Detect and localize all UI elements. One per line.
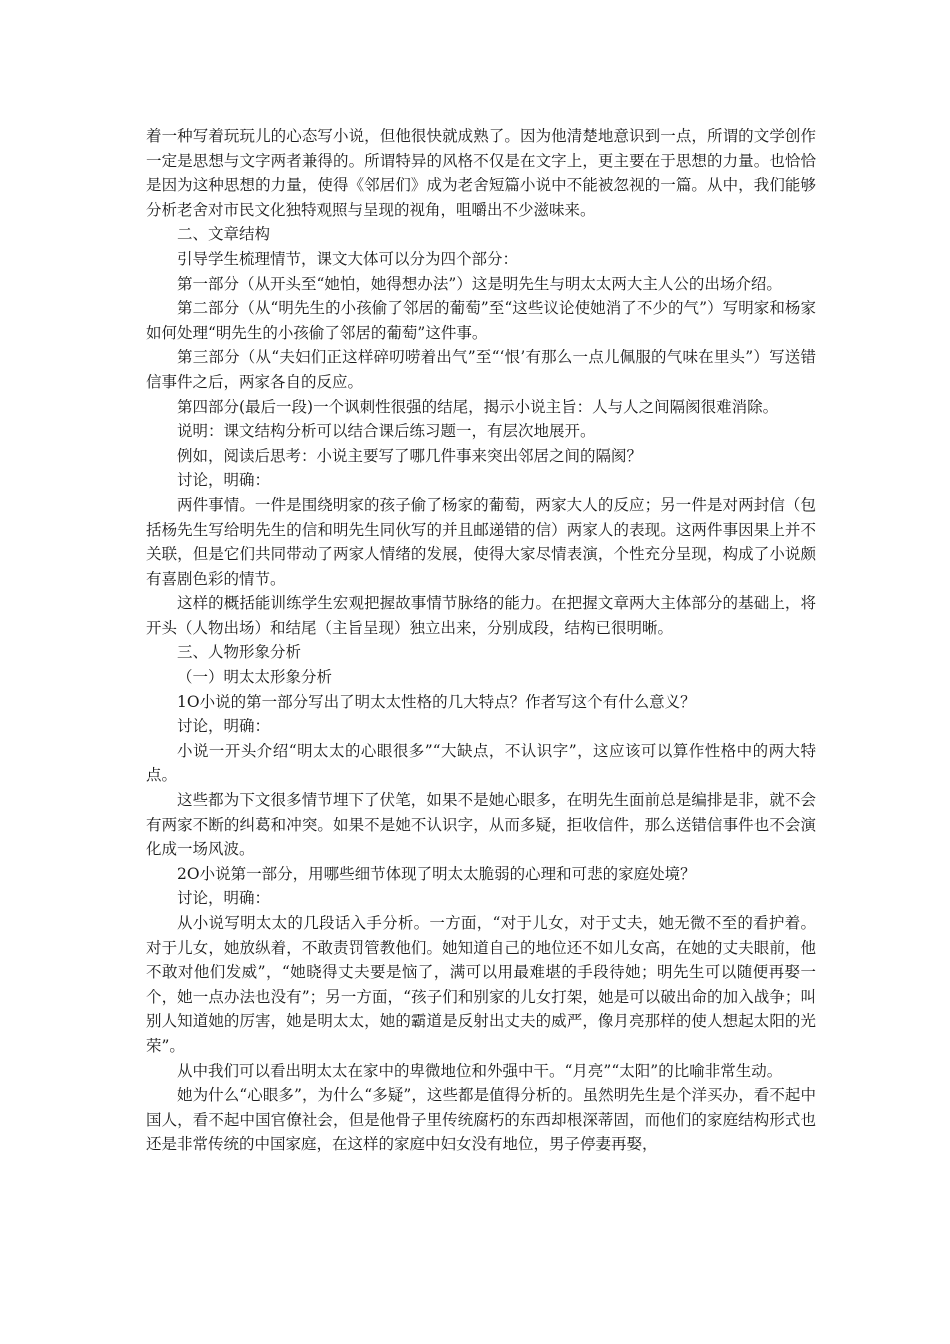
document-body <box>146 124 816 1157</box>
paragraph-20: 讨论，明确： <box>177 889 271 908</box>
paragraph-3: 引导学生梳理情节，课文大体可以分为四个部分： <box>177 249 519 268</box>
paragraph-2: 二、文章结构 <box>177 225 271 244</box>
paragraph-13: 三、人物形象分析 <box>177 643 302 662</box>
paragraph-12: 这样的概括能训练学生宏观把握故事情节脉络的能力。在把握文章两大主体部分的基础上，将开头（人物出场）和结尾（主旨呈现）独立出来，分别成段，结构已很明晰。 <box>146 594 816 637</box>
paragraph-8: 说明：课文结构分析可以结合课后练习题一，有层次地展开。 <box>177 422 596 441</box>
paragraph-5: 第二部分（从“明先生的小孩偷了邻居的葡萄”至“这些议论使她消了不少的气”）写明家和杨家如何处理“明先生的小孩偷了邻居的葡萄”这件事。 <box>146 299 816 342</box>
paragraph-21: 从小说写明太太的几段话入手分析。一方面，“对于儿女，对于丈夫，她无微不至的看护着。对于儿女，她放纵着，不敢责罚管教他们。她知道自己的地位还不如儿女高，在她的丈夫眼前，他不敢对他们发威”，“她晓得丈夫要是恼了，满可以用最难堪的手段待她；明先生可以随便再娶一个，她一点办法也没有”；另一方面，“孩子们和别家的儿女打架，她是可以破出命的加入战争；叫别人知道她的厉害，她是明太太，她的霸道是反射出丈夫的威严，像月亮那样的使人想起太阳的光荣”。 <box>146 914 816 1055</box>
paragraph-19: 2O小说第一部分，用哪些细节体现了明太太脆弱的心理和可悲的家庭处境？ <box>177 864 696 883</box>
paragraph-16: 讨论，明确： <box>177 717 271 736</box>
paragraph-6: 第三部分（从“夫妇们正这样碎叨唠着出气”至“‘恨’有那么一点儿佩服的气味在里头”）写送错信事件之后，两家各自的反应。 <box>146 348 816 391</box>
paragraph-1: 着一种写着玩玩儿的心态写小说，但他很快就成熟了。因为他清楚地意识到一点，所谓的文学创作一定是思想与文字两者兼得的。所谓特异的风格不仅是在文字上，更主要在于思想的力量。也恰恰是因为这种思想的力量，使得《邻居们》成为老舍短篇小说中不能被忽视的一篇。从中，我们能够分析老舍对市民文化独特观照与呈现的视角，咀嚼出不少滋味来。 <box>146 127 816 219</box>
paragraph-23: 她为什么“心眼多”，为什么“多疑”，这些都是值得分析的。虽然明先生是个洋买办，看不起中国人，看不起中国官僚社会，但是他骨子里传统腐朽的东西却根深蒂固，而他们的家庭结构形式也还是非常传统的中国家庭，在这样的家庭中妇女没有地位，男子停妻再娶， <box>146 1086 816 1154</box>
paragraph-9: 例如，阅读后思考：小说主要写了哪几件事来突出邻居之间的隔阂？ <box>177 446 643 465</box>
paragraph-11: 两件事情。一件是围绕明家的孩子偷了杨家的葡萄，两家大人的反应；另一件是对两封信（包括杨先生写给明先生的信和明先生同伙写的并且邮递错的信）两家人的表现。这两件事因果上并不关联，但是它们共同带动了两家人情绪的发展，使得大家尽情表演，个性充分呈现，构成了小说颇有喜剧色彩的情节。 <box>146 495 816 588</box>
paragraph-18: 这些都为下文很多情节埋下了伏笔，如果不是她心眼多，在明先生面前总是编排是非，就不会有两家不断的纠葛和冲突。如果不是她不认识字，从而多疑，拒收信件，那么送错信事件也不会演化成一场风波。 <box>146 791 816 859</box>
paragraph-4: 第一部分（从开头至“她怕，她得想办法”）这是明先生与明太太两大主人公的出场介绍。 <box>177 274 782 293</box>
paragraph-10: 讨论，明确： <box>177 471 271 490</box>
paragraph-22: 从中我们可以看出明太太在家中的卑微地位和外强中干。“月亮”“太阳”的比喻非常生动。 <box>177 1061 783 1080</box>
paragraph-17: 小说一开头介绍“明太太的心眼很多”“大缺点，不认识字”，这应该可以算作性格中的两大特点。 <box>146 741 816 785</box>
paragraph-7: 第四部分(最后一段)一个讽刺性很强的结尾，揭示小说主旨：人与人之间隔阂很难消除。 <box>177 397 779 416</box>
paragraph-14: （一）明太太形象分析 <box>177 668 333 687</box>
paragraph-15: 1O小说的第一部分写出了明太太性格的几大特点？作者写这个有什么意义？ <box>177 692 696 711</box>
